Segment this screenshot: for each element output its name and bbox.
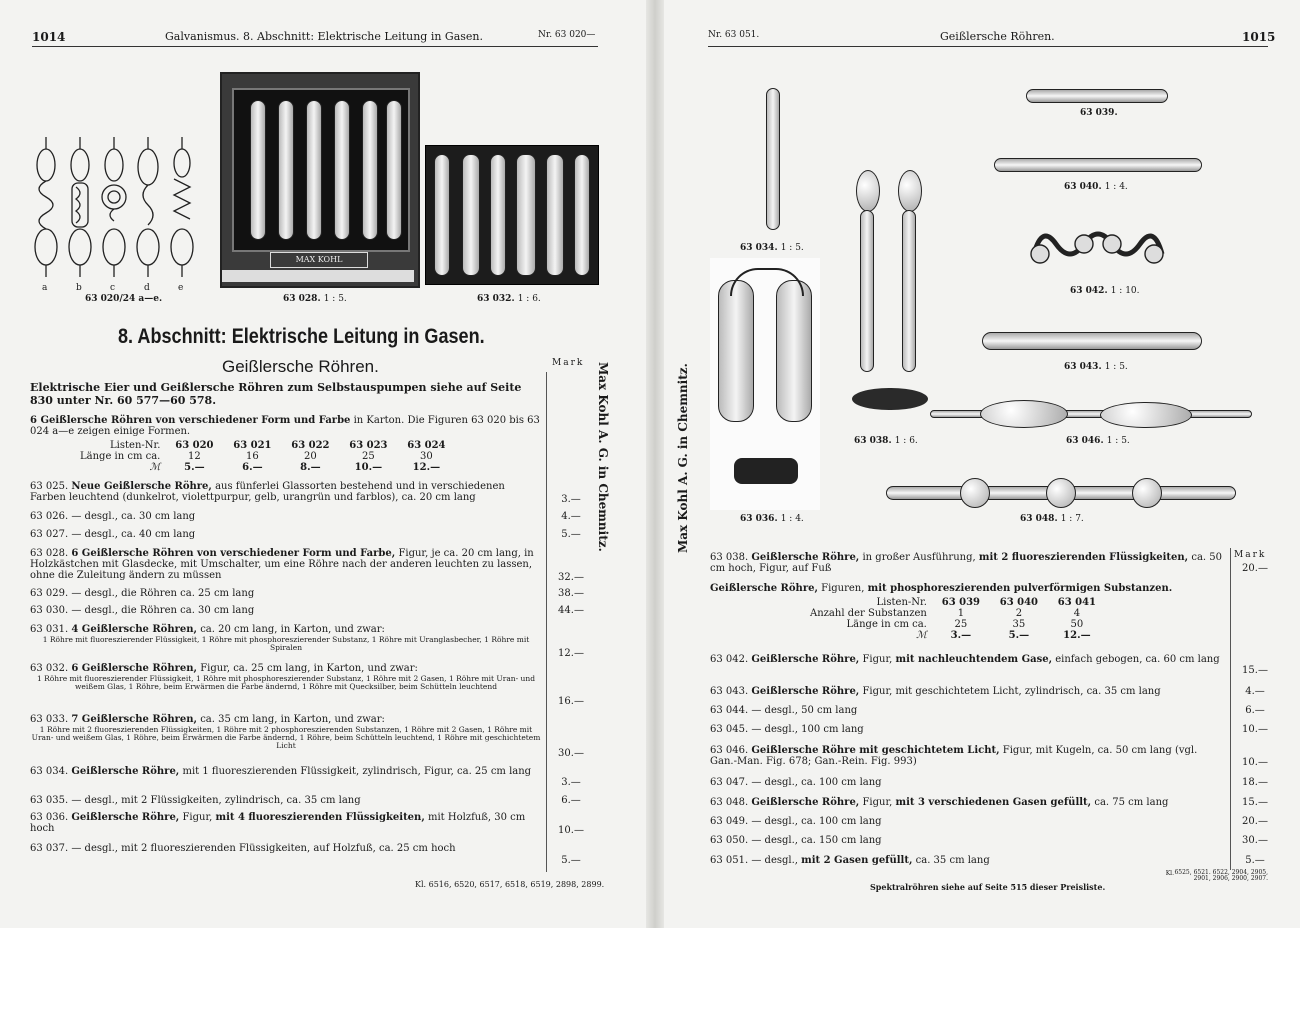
foot-base [852, 388, 928, 410]
header-range: Nr. 63 020— [538, 30, 596, 40]
bulb-shape [1046, 478, 1076, 508]
bulb-shape [960, 478, 990, 508]
catalog-entry: 63 032. 6 Geißlersche Röhren, Figur, ca. 25 cm lang, in Karton, und zwar: [30, 663, 418, 674]
catalog-entry: 6 Geißlersche Röhren von verschiedener Form und Farbe in Karton. Die Figuren 63 020 bis 63 024 a—e zeigen einige Formen. [30, 415, 540, 437]
price: 4.— [1245, 686, 1265, 697]
right-page [664, 0, 1300, 928]
figure-caption: 63 038. 1 : 6. [854, 436, 918, 446]
wooden-base [734, 458, 798, 484]
figure-63020-tubes [28, 135, 208, 305]
tube-shape [718, 280, 754, 422]
price: 18.— [1242, 777, 1268, 788]
catalog-entry: 63 037. — desgl., mit 2 fluoreszierenden Flüssigkeiten, auf Holzfuß, ca. 25 cm hoch [30, 843, 456, 854]
price: 20.— [1242, 563, 1268, 574]
figure-caption: 63 020/24 a—e. [85, 294, 163, 304]
class-label: Kl. [1165, 870, 1174, 877]
catalog-entry: 63 035. — desgl., mit 2 Flüssigkeiten, zylindrisch, ca. 35 cm lang [30, 795, 361, 806]
catalog-entry: 63 048. Geißlersche Röhre, Figur, mit 3 verschiedenen Gasen gefüllt, ca. 75 cm lang [710, 797, 1169, 808]
tube-shape [516, 154, 536, 276]
five-geissler-tubes-illustration [28, 135, 208, 285]
class-footnote: Kl. 6516, 6520, 6517, 6518, 6519, 2898, 2899. [415, 880, 605, 889]
box-base [222, 270, 414, 282]
price-column-header: Mark [552, 358, 585, 368]
figure-caption: 63 034. 1 : 5. [740, 243, 804, 253]
spectral-tubes-note: Spektralröhren siehe auf Seite 515 dieser Preisliste. [870, 882, 1106, 892]
page-number: 1015 [1242, 30, 1276, 44]
catalog-entry: 63 051. — desgl., mit 2 Gasen gefüllt, ca. 35 cm lang [710, 855, 990, 866]
catalog-entry: 63 034. Geißlersche Röhre, mit 1 fluoreszierenden Flüssigkeit, zylindrisch, Figur, ca. 25 cm lang [30, 766, 532, 777]
entry-detail: 1 Röhre mit 2 fluoreszierenden Flüssigkeiten, 1 Röhre mit 2 phosphoreszierenden Substanzen, 1 Röhre mit 2 Gasen, 1 Röhre mit Uran- und weißem Glas, 1 Röhre, beim Erwärmen die Farbe ändernd, 1 Röhre, beim Schütteln leuchtend, 1 Röhre mit geschichtetem Licht [31, 725, 541, 750]
price: 32.— [558, 572, 584, 583]
catalog-entry: 63 043. Geißlersche Röhre, Figur, mit geschichtetem Licht, zylindrisch, ca. 35 cm lang [710, 686, 1161, 697]
price: 5.— [561, 529, 581, 540]
price: 10.— [558, 825, 584, 836]
page-number: 1014 [32, 30, 66, 44]
catalog-entry: 63 031. 4 Geißlersche Röhren, ca. 20 cm lang, in Karton, und zwar: [30, 624, 385, 635]
catalog-entry: 63 049. — desgl., ca. 100 cm lang [710, 816, 882, 827]
header-range: Nr. 63 051. [708, 30, 760, 40]
price: 5.— [1245, 855, 1265, 866]
price: 16.— [558, 696, 584, 707]
price-table: Listen-Nr. 63 039 63 040 63 041 Anzahl der Substanzen 1 2 4 Länge in cm ca. 25 35 50 ℳ 3.— 5.— 12.— [810, 597, 1097, 641]
intro-note: Elektrische Eier und Geißlersche Röhren zum Selbstauspumpen siehe auf Seite 830 unter Nr. 60 577—60 578. [30, 381, 522, 407]
price: 4.— [561, 511, 581, 522]
tube-shape [546, 154, 564, 276]
bulb-shape [1132, 478, 1162, 508]
bulb-shape [856, 170, 880, 212]
spine-imprint: Max Kohl A. G. in Chemnitz. [596, 362, 610, 552]
tube-63043-illustration [982, 332, 1202, 350]
section-title: 8. Abschnitt: Elektrische Leitung in Gasen. [118, 325, 485, 348]
figure-caption: 63 028. 1 : 5. [283, 294, 347, 304]
catalog-entry: 63 030. — desgl., die Röhren ca. 30 cm lang [30, 605, 255, 616]
price: 15.— [1242, 797, 1268, 808]
entry-detail: 1 Röhre mit fluoreszierender Flüssigkeit, 1 Röhre mit phosphoreszierender Substanz, 1 Röhre mit Uranglasbecher, 1 Röhre mit Spiralen [42, 635, 530, 652]
class-numbers: 6525, 6521. 6522, 2904, 2905, 2901, 2906, 2900, 2907. [1174, 869, 1268, 882]
catalog-entry: 63 047. — desgl., ca. 100 cm lang [710, 777, 882, 788]
catalog-entry: 63 028. 6 Geißlersche Röhren von verschiedener Form und Farbe, Figur, je ca. 20 cm lang, in Holzkästchen mit Glasdecke, mit Umschalter, um eine Röhre nach der anderen leuchten zu lassen, ohne die Zuleitung ändern zu müssen [30, 548, 534, 581]
bulb-shape [980, 400, 1068, 428]
figure-caption: 63 040. 1 : 4. [1064, 182, 1128, 192]
subsection-title: Geißlersche Röhren. [222, 357, 379, 376]
tube-63042-illustration [1028, 222, 1168, 270]
bulb-shape [898, 170, 922, 212]
book-gutter [646, 0, 664, 928]
fig-letter: d [144, 283, 150, 293]
catalog-entry: 63 042. Geißlersche Röhre, Figur, mit nachleuchtendem Gase, einfach gebogen, ca. 60 cm lang [710, 654, 1220, 665]
entry-detail: 1 Röhre mit fluoreszierender Flüssigkeit, 1 Röhre mit phosphoreszierender Substanz, 1 Röhre mit 2 Gasen, 1 Röhre mit Uran- und weißem Glas, 1 Röhre, beim Erwärmen die Farbe ändernd, 1 Röhre mit Quecksilber, beim Schütteln leuchtend [36, 674, 536, 691]
figure-caption: 63 042. 1 : 10. [1070, 286, 1140, 296]
price: 15.— [1242, 665, 1268, 676]
figure-caption: 63 032. 1 : 6. [477, 294, 541, 304]
tube-shape [250, 100, 266, 240]
price-column-rule [1230, 548, 1231, 870]
figure-63036-stand [710, 258, 820, 510]
price: 12.— [558, 648, 584, 659]
price: 3.— [561, 494, 581, 505]
figure-63038-tube-on-foot [850, 150, 934, 422]
tube-shape [434, 154, 450, 276]
price: 10.— [1242, 724, 1268, 735]
price: 30.— [558, 748, 584, 759]
left-page [0, 0, 646, 928]
price: 6.— [561, 795, 581, 806]
tube-shape [902, 210, 916, 372]
running-header: Galvanismus. 8. Abschnitt: Elektrische Leitung in Gasen. [165, 30, 484, 43]
tube-shape [574, 154, 590, 276]
bulb-shape [1100, 402, 1192, 428]
figure-caption: 63 043. 1 : 5. [1064, 362, 1128, 372]
price-column-rule [546, 372, 547, 872]
catalog-entry: 63 029. — desgl., die Röhren ca. 25 cm lang [30, 588, 255, 599]
tube-shape [386, 100, 402, 240]
tube-63046-illustration [930, 400, 1250, 428]
price: 38.— [558, 588, 584, 599]
tube-shape [776, 280, 812, 422]
catalog-entry: 63 038. Geißlersche Röhre, in großer Ausführung, mit 2 fluoreszierenden Flüssigkeiten, ca. 50 cm hoch, Figur, auf Fuß [710, 552, 1223, 574]
figure-63032-carton [425, 145, 599, 285]
catalog-entry: 63 033. 7 Geißlersche Röhren, ca. 35 cm lang, in Karton, und zwar: [30, 714, 385, 725]
tube-63048-illustration [886, 478, 1234, 506]
catalog-entry: Geißlersche Röhre, Figuren, mit phosphoreszierenden pulverförmigen Substanzen. [710, 583, 1173, 594]
tube-63039-illustration [1026, 89, 1168, 103]
tube-shape [334, 100, 350, 240]
maker-plate: MAX KOHL [270, 252, 368, 268]
catalog-entry: 63 044. — desgl., 50 cm lang [710, 705, 858, 716]
price: 3.— [561, 777, 581, 788]
tube-shape [278, 100, 294, 240]
catalog-entry: 63 025. Neue Geißlersche Röhre, aus fünferlei Glassorten bestehend und in verschiedenen Farben leuchtend (dunkelrot, violettpurpur, gelb, urangrün und farblos), ca. 20 cm lang [30, 481, 505, 503]
price: 5.— [561, 855, 581, 866]
tube-63040-illustration [994, 158, 1202, 172]
price: 6.— [1245, 705, 1265, 716]
running-header: Geißlersche Röhren. [940, 30, 1055, 43]
tube-shape [462, 154, 480, 276]
price: 30.— [1242, 835, 1268, 846]
price: 20.— [1242, 816, 1268, 827]
fig-letter: a [42, 283, 48, 293]
catalog-entry: 63 027. — desgl., ca. 40 cm lang [30, 529, 196, 540]
header-rule [32, 46, 598, 47]
tube-shape [490, 154, 506, 276]
spine-imprint: Max Kohl A. G. in Chemnitz. [676, 363, 690, 553]
figure-caption: 63 039. [1080, 108, 1118, 118]
fig-letter: e [178, 283, 184, 293]
price-table: Listen-Nr. 63 020 63 021 63 022 63 023 63 024 Länge in cm ca. 12 16 20 25 30 ℳ 5.— 6.— 8.— 10.— 12.— [80, 440, 446, 473]
price: 44.— [558, 605, 584, 616]
tube-shape [860, 210, 874, 372]
catalog-entry: 63 026. — desgl., ca. 30 cm lang [30, 511, 196, 522]
header-rule [708, 46, 1268, 47]
catalog-entry: 63 046. Geißlersche Röhre mit geschichtetem Licht, Figur, mit Kugeln, ca. 50 cm lang (vgl. Gan.-Man. Fig. 678; Gan.-Rein. Fig. 993) [710, 745, 1198, 767]
fig-letter: b [76, 283, 82, 293]
figure-caption: 63 048. 1 : 7. [1020, 514, 1084, 524]
figure-caption: 63 046. 1 : 5. [1066, 436, 1130, 446]
catalog-entry: 63 045. — desgl., 100 cm lang [710, 724, 864, 735]
figure-63028-box [220, 72, 420, 288]
box-glass-panel [232, 88, 410, 252]
tube-arch [730, 268, 804, 296]
price-column-header: Mark [1234, 550, 1267, 560]
tube-shape [306, 100, 322, 240]
tube-shape [362, 100, 378, 240]
tube-63034-illustration [766, 88, 780, 230]
catalog-entry: 63 036. Geißlersche Röhre, Figur, mit 4 fluoreszierenden Flüssigkeiten, mit Holzfuß, 30 cm hoch [30, 812, 526, 834]
price: 10.— [1242, 757, 1268, 768]
catalog-entry: 63 050. — desgl., ca. 150 cm lang [710, 835, 882, 846]
tube-shape [930, 410, 1252, 418]
figure-caption: 63 036. 1 : 4. [740, 514, 804, 524]
fig-letter: c [110, 283, 116, 293]
